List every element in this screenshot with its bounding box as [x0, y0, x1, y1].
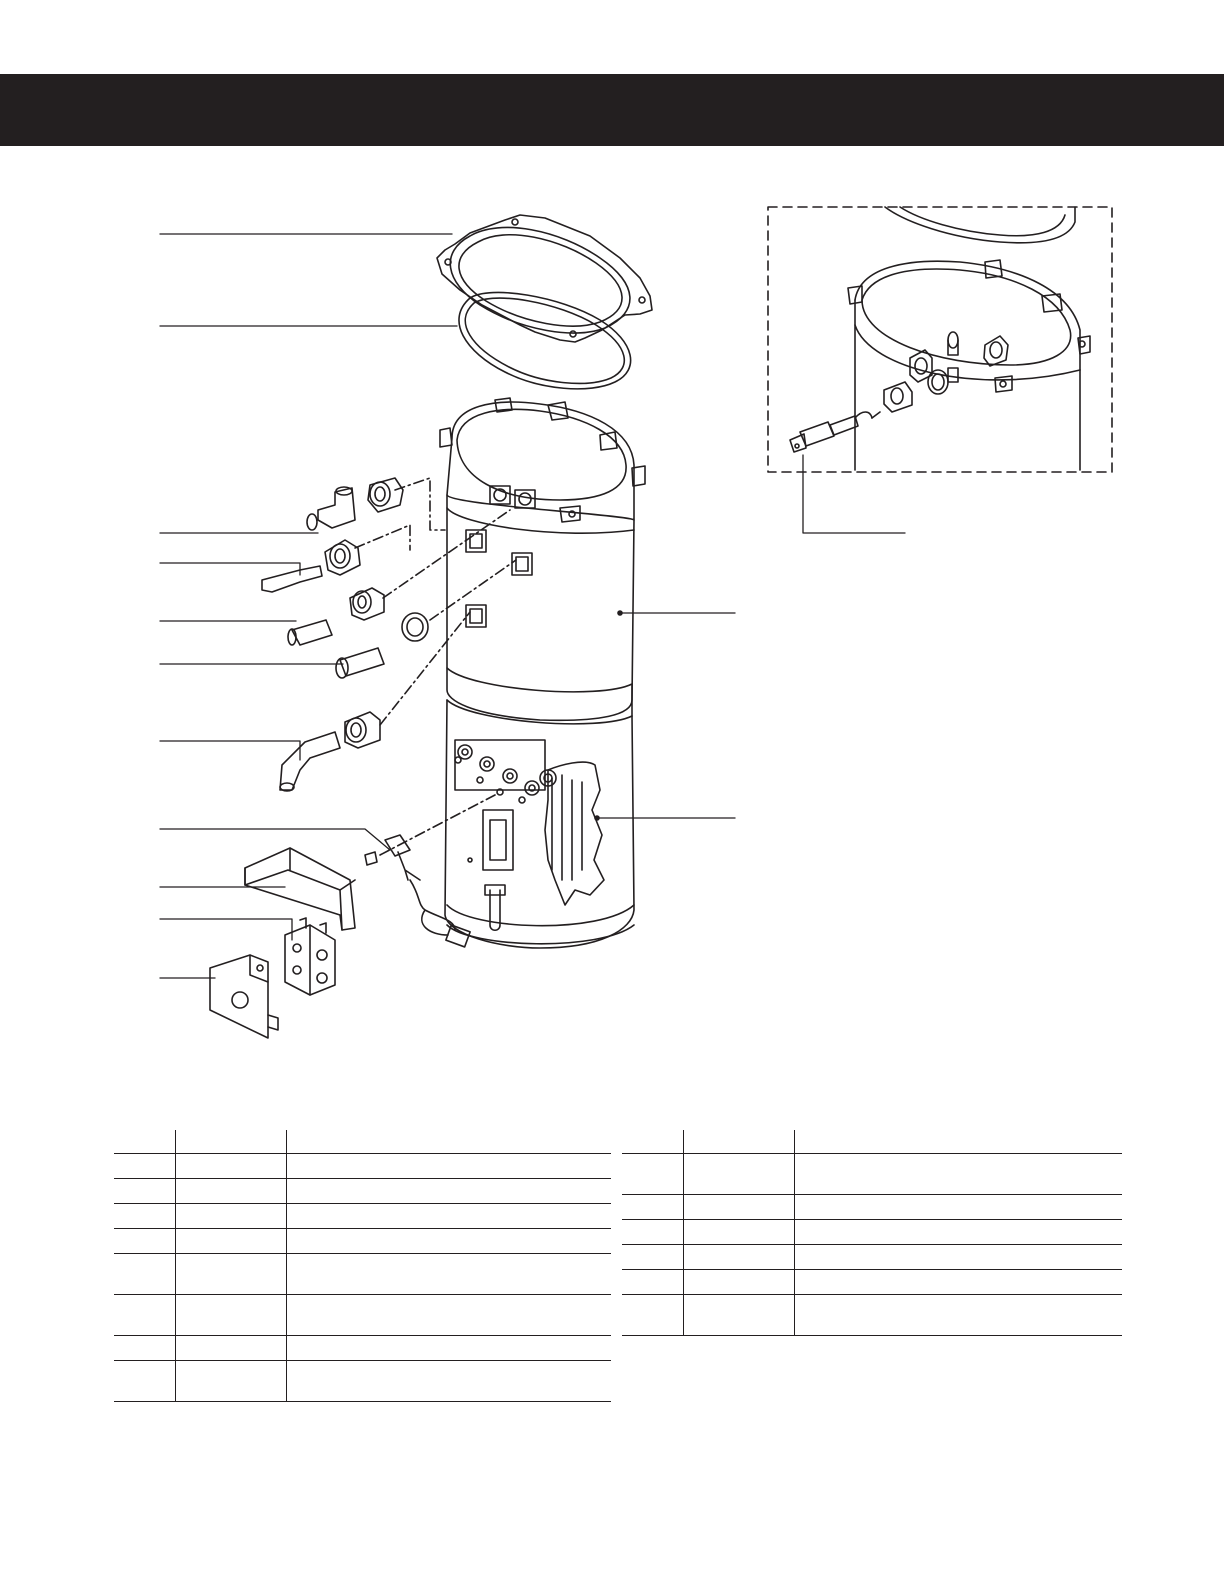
table-cell	[684, 1220, 795, 1245]
table-cell	[287, 1336, 611, 1361]
parts-table-left	[114, 1130, 611, 1402]
table-cell	[795, 1220, 1122, 1245]
column-header	[287, 1130, 611, 1154]
table-cell	[287, 1229, 611, 1254]
table-row	[622, 1245, 1122, 1270]
table-cell	[114, 1229, 176, 1254]
table-cell	[622, 1295, 684, 1336]
table-cell	[795, 1270, 1122, 1295]
callout-leaders-right	[597, 455, 905, 818]
table-row	[622, 1220, 1122, 1245]
table-cell	[287, 1154, 611, 1179]
table-cell	[684, 1154, 795, 1195]
parts-table-right	[622, 1130, 1122, 1336]
table-row	[114, 1229, 611, 1254]
table-row	[622, 1154, 1122, 1195]
tank-body	[440, 398, 645, 948]
table-cell	[287, 1204, 611, 1229]
table-cell	[795, 1154, 1122, 1195]
table-cell	[684, 1245, 795, 1270]
table-row	[114, 1179, 611, 1204]
table-cell	[622, 1154, 684, 1195]
table-cell	[114, 1254, 176, 1295]
table-row	[622, 1295, 1122, 1336]
temperature-sensor	[365, 835, 470, 947]
table-cell	[176, 1179, 287, 1204]
electrical-cover	[245, 848, 355, 930]
column-header	[114, 1130, 176, 1154]
table-row	[114, 1336, 611, 1361]
detail-inset	[768, 207, 1112, 472]
callout-leaders-left	[160, 234, 457, 978]
table-cell	[795, 1195, 1122, 1220]
table-row	[114, 1204, 611, 1229]
table-cell	[176, 1154, 287, 1179]
table-cell	[287, 1361, 611, 1402]
table-cell	[795, 1245, 1122, 1270]
table-cell	[684, 1195, 795, 1220]
table-cell	[114, 1179, 176, 1204]
table-cell	[684, 1295, 795, 1336]
table-cell	[622, 1195, 684, 1220]
table-cell	[684, 1270, 795, 1295]
table-cell	[176, 1229, 287, 1254]
column-header	[176, 1130, 287, 1154]
table-row	[114, 1254, 611, 1295]
table-header-row	[114, 1130, 611, 1154]
table-cell	[114, 1295, 176, 1336]
table-cell	[622, 1245, 684, 1270]
table-cell	[176, 1204, 287, 1229]
column-header	[795, 1130, 1122, 1154]
top-cover-plate	[437, 215, 652, 342]
table-cell	[287, 1295, 611, 1336]
table-cell	[622, 1270, 684, 1295]
table-row	[114, 1295, 611, 1336]
table-cell	[176, 1336, 287, 1361]
column-header	[684, 1130, 795, 1154]
table-row	[622, 1270, 1122, 1295]
table-row	[114, 1154, 611, 1179]
table-cell	[622, 1220, 684, 1245]
table-cell	[114, 1336, 176, 1361]
table-cell	[287, 1179, 611, 1204]
table-cell	[176, 1361, 287, 1402]
column-header	[622, 1130, 684, 1154]
table-cell	[795, 1295, 1122, 1336]
table-header-row	[622, 1130, 1122, 1154]
mounting-bracket	[210, 955, 278, 1038]
table-cell	[114, 1204, 176, 1229]
table-cell	[287, 1254, 611, 1295]
table-cell	[114, 1361, 176, 1402]
table-cell	[176, 1254, 287, 1295]
table-row	[114, 1361, 611, 1402]
table-cell	[114, 1154, 176, 1179]
table-cell	[176, 1295, 287, 1336]
table-row	[622, 1195, 1122, 1220]
